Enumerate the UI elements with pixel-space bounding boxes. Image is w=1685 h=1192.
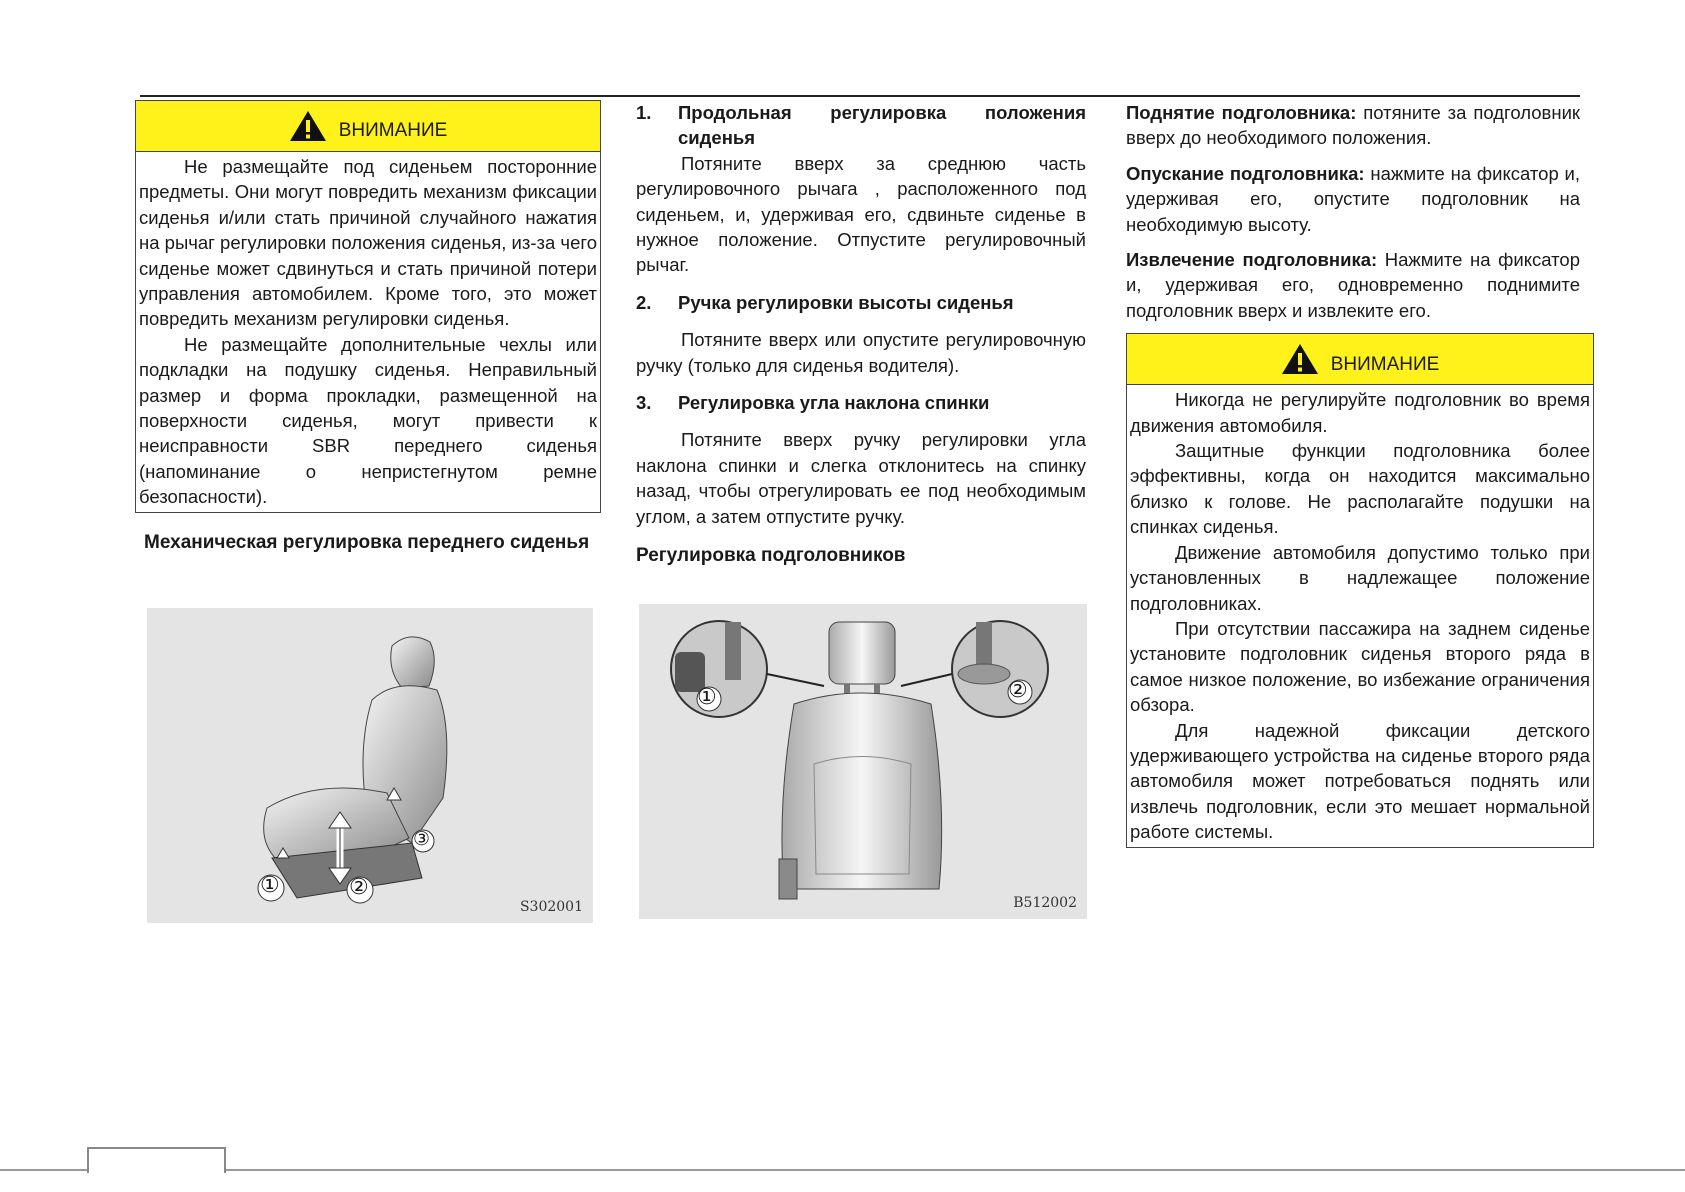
column-1 (135, 100, 601, 556)
callout-1: ① (697, 685, 717, 710)
section-heading: Механическая регулировка переднего сиденья (144, 531, 590, 553)
lower-text: нажмите на фиксатор и, удерживая его, опустите подголовник на необходимую высоту. (1126, 162, 1581, 235)
remove-label: Извлечение подголовника: (1126, 249, 1378, 271)
figure-code: S302001 (519, 899, 583, 915)
bottom-rule (0, 1169, 1685, 1171)
seat-illustration (147, 608, 593, 923)
seat-figure (147, 608, 593, 923)
headrest-illustration (639, 604, 1087, 919)
warning-paragraph: Не размещайте под сиденьем посторонние предметы. Они могут повредить механизм фиксации сиденья и/или стать причиной случайного нажатия на рычаг регулировки положения сиденья, из-за чего сиденье может сдвинуться и стать причиной потери управления автомобилем. Кроме того, это может повредить механизм регулировки сиденья. (139, 156, 597, 330)
callout-3: ③ (413, 828, 431, 850)
warning-header (1127, 334, 1593, 385)
section-heading: Регулировка подголовников (636, 545, 906, 567)
remove-instruction (1126, 247, 1580, 323)
raise-instruction (1126, 100, 1580, 151)
column-2 (636, 100, 1086, 569)
warning-body (136, 152, 600, 512)
item-2-title: Ручка регулировки высоты сиденья (678, 291, 1014, 313)
item-3-heading (636, 390, 1086, 415)
item-2-number: 2. (636, 291, 652, 313)
warning-paragraph: Не размещайте дополнительные чехлы или подкладки на подушку сиденья. Неправильный размер и форма прокладки, размещенной на поверхности сиденья, могут привести к неисправности SBR переднего сиденья (напоминание о непристегнутом ремне безопасности). (139, 333, 597, 508)
callout-2: ② (349, 875, 369, 900)
callout-1: ① (260, 873, 280, 898)
item-1-number: 1. (636, 102, 652, 123)
item-1-title: Продольная регулировка положения сиденья (678, 102, 1086, 149)
warning-paragraph: Движение автомобиля допустимо только при установленных в надлежащее положение подголовниках. (1130, 541, 1590, 614)
warning-paragraph: Для надежной фиксации детского удерживающего устройства на сиденье второго ряда автомобиля может потребоваться поднять или извлечь подголовник, если это мешает нормальной работе системы. (1130, 719, 1590, 843)
warning-title: ВНИМАНИЕ (338, 120, 448, 142)
column-3 (1126, 100, 1590, 848)
lower-label: Опускание подголовника: (1126, 162, 1365, 184)
warning-box (1126, 333, 1594, 847)
warning-paragraph: Защитные функции подголовника более эффективны, когда он находится максимально близко к голове. Не располагайте подушки на спинках сиденья. (1130, 440, 1590, 538)
raise-label: Поднятие подголовника: (1126, 102, 1357, 123)
item-2-heading (636, 290, 1086, 315)
item-3-text: Потяните вверх ручку регулировки угла наклона спинки и слегка отклонитесь на спинку назад, чтобы отрегулировать ее под необходимым углом, а затем отпустите ручку. (636, 429, 1086, 527)
warning-triangle-icon (289, 110, 327, 142)
warning-triangle-icon (1281, 343, 1319, 375)
page-number-tab (87, 1147, 226, 1173)
top-rule (140, 95, 1580, 97)
item-2-text: Потяните вверх или опустите регулировочную ручку (только для сиденья водителя). (636, 329, 1086, 376)
warning-paragraph: При отсутствии пассажира на заднем сиденье установите подголовник сиденья второго ряда в самое низкое положение, во избежание ограничения обзора. (1130, 617, 1590, 716)
item-1-text: Потяните вверх за среднюю часть регулировочного рычага , расположенного под сиденьем, и, удерживая его, сдвиньте сиденье в нужное положение. Отпустите регулировочный рычаг. (636, 152, 1086, 276)
figure-code: B512002 (1013, 895, 1077, 911)
item-1-heading (636, 100, 1086, 151)
warning-header (136, 101, 600, 152)
item-3-number: 3. (636, 392, 652, 414)
warning-box (135, 100, 601, 513)
raise-text: потяните за подголовник вверх до необходимого положения. (1126, 102, 1581, 149)
lower-instruction (1126, 161, 1580, 237)
headrest-figure (639, 604, 1087, 919)
item-3-title: Регулировка угла наклона спинки (678, 392, 990, 414)
warning-title: ВНИМАНИЕ (1330, 353, 1440, 375)
warning-body (1127, 385, 1593, 846)
warning-paragraph: Никогда не регулируйте подголовник во время движения автомобиля. (1130, 389, 1590, 436)
callout-2: ② (1008, 678, 1028, 703)
remove-text: Нажмите на фиксатор и, удерживая его, одновременно поднимите подголовник вверх и извлеките его. (1126, 249, 1580, 321)
